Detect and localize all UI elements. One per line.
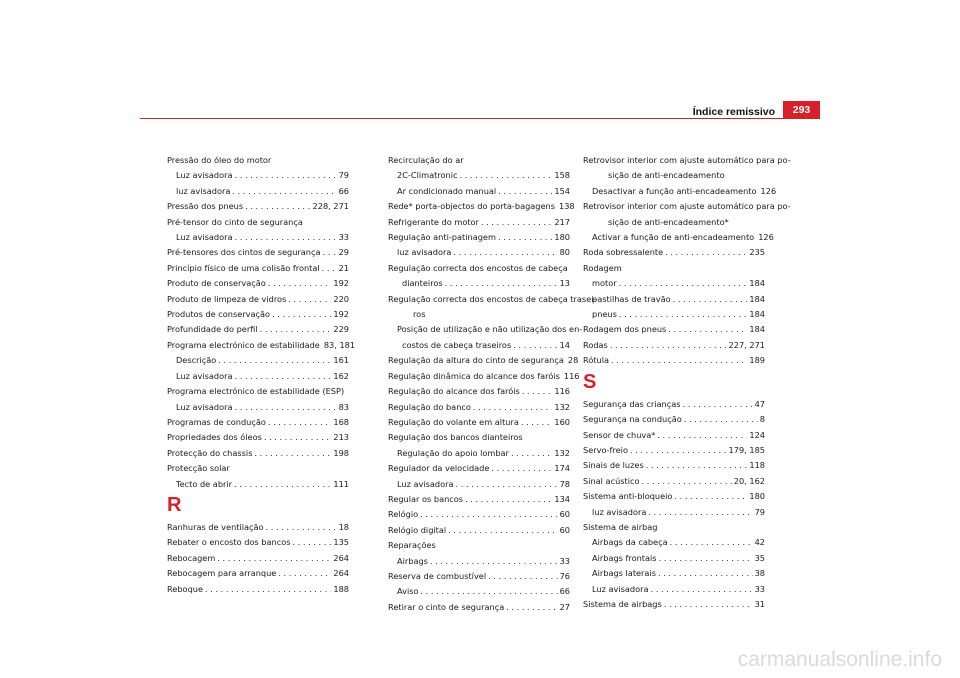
index-entry: [167, 415, 349, 430]
dot-leader: [664, 597, 753, 612]
entry-page-ref: 192: [333, 278, 349, 289]
entry-page-ref: 27: [559, 601, 570, 612]
dot-leader: [642, 474, 732, 489]
index-column-3: [583, 153, 791, 612]
entry-term: Luz avisadora: [176, 370, 233, 381]
index-entry: [388, 584, 570, 599]
index-entry: [388, 569, 570, 584]
index-entry: [583, 292, 765, 307]
entry-term: Relógio: [388, 509, 419, 520]
dot-leader: [646, 458, 748, 473]
dot-leader: [421, 584, 558, 599]
entry-page-ref: 264: [333, 568, 349, 579]
index-entry: [388, 461, 570, 476]
dot-leader: [420, 507, 557, 522]
dot-leader: [268, 415, 331, 430]
index-entry: [167, 369, 349, 384]
dot-leader: [659, 551, 753, 566]
dot-leader: [668, 322, 747, 337]
entry-page-ref: 132: [554, 447, 570, 458]
entry-page-ref: 83: [338, 401, 349, 412]
index-entry: [583, 582, 765, 597]
entry-term: Princípio físico de uma colisão frontal: [167, 262, 320, 273]
entry-page-ref: 135: [333, 537, 349, 548]
dot-leader: [235, 168, 337, 183]
dot-leader: [460, 168, 553, 183]
section-letter: S: [583, 370, 597, 393]
index-heading: Posição de utilização e não utilização dos en-: [397, 324, 583, 335]
index-heading: Retrovisor interior com ajuste automático para po-: [583, 155, 791, 165]
index-entry: [583, 276, 765, 291]
entry-term: Reboque: [167, 583, 203, 594]
dot-leader: [648, 505, 752, 520]
entry-page-ref: 228, 271: [312, 201, 349, 212]
dot-leader: [651, 582, 753, 597]
index-entry: [167, 535, 349, 550]
entry-page-ref: 220: [333, 293, 349, 304]
entry-term: dianteiros: [402, 278, 443, 289]
dot-leader: [513, 338, 557, 353]
dot-leader: [630, 443, 727, 458]
index-entry: [583, 566, 765, 581]
entry-page-ref: 78: [559, 478, 570, 489]
dot-leader: [205, 582, 331, 597]
index-entry: [388, 245, 570, 260]
index-entry: [388, 184, 570, 199]
index-entry: [583, 412, 765, 427]
dot-leader: [260, 322, 332, 337]
index-entry: [167, 230, 349, 245]
entry-term: Descrição: [176, 355, 217, 366]
index-entry: [167, 566, 349, 581]
index-entry: [388, 338, 570, 353]
entry-term: Ar condicionado manual: [397, 185, 497, 196]
dot-leader: [619, 307, 747, 322]
dot-leader: [218, 353, 331, 368]
entry-page-ref: 60: [559, 524, 570, 535]
entry-page-ref: 161: [333, 355, 349, 366]
dot-leader: [511, 446, 552, 461]
dot-leader: [683, 397, 753, 412]
entry-term: Profundidade do perfil: [167, 324, 258, 335]
entry-term: Produto de conservação: [167, 278, 266, 289]
entry-term: Refrigerante do motor: [388, 216, 479, 227]
dot-leader: [619, 276, 748, 291]
dot-leader: [658, 566, 753, 581]
index-entry: [167, 477, 349, 492]
index-entry: [388, 507, 570, 522]
index-entry: [388, 400, 570, 415]
entry-page-ref: 21: [338, 262, 349, 273]
dot-leader: [481, 215, 552, 230]
index-entry: [583, 428, 765, 443]
dot-leader: [498, 230, 552, 245]
index-heading: Regulação dos bancos dianteiros: [388, 432, 523, 443]
entry-page-ref: 160: [554, 416, 570, 427]
index-entry: [388, 199, 575, 214]
entry-term: Programa electrónico de estabilidade: [167, 339, 320, 350]
entry-term: Rebocagem para arranque: [167, 568, 277, 579]
entry-term: Retirar o cinto de segurança: [388, 601, 505, 612]
index-entry: [583, 535, 765, 550]
entry-page-ref: 168: [333, 416, 349, 427]
entry-page-ref: 29: [338, 247, 349, 258]
entry-page-ref: 116: [563, 370, 580, 381]
section-letter: R: [167, 493, 182, 516]
entry-page-ref: 126: [760, 185, 777, 196]
index-entry: [167, 322, 349, 337]
entry-page-ref: 235: [749, 247, 765, 258]
index-column-1: [167, 153, 356, 597]
entry-page-ref: 174: [554, 463, 570, 474]
entry-page-ref: 76: [559, 570, 570, 581]
entry-page-ref: 79: [338, 170, 349, 181]
index-entry: [583, 184, 777, 199]
index-entry: [388, 477, 570, 492]
dot-leader: [456, 477, 558, 492]
entry-page-ref: 134: [554, 493, 570, 504]
dot-leader: [235, 369, 332, 384]
entry-page-ref: 8: [759, 414, 765, 425]
entry-term: Protecção do chassis: [167, 447, 253, 458]
index-entry: [583, 474, 765, 489]
entry-page-ref: 227, 271: [728, 339, 765, 350]
entry-term: Tecto de abrir: [176, 478, 233, 489]
entry-term: Desactivar a função anti-encadeamento: [592, 185, 757, 196]
dot-leader: [506, 600, 557, 615]
entry-term: Luz avisadora: [397, 478, 454, 489]
dot-leader: [657, 428, 747, 443]
entry-term: Airbags: [397, 555, 428, 566]
entry-term: Regulação do banco: [388, 401, 471, 412]
entry-page-ref: 35: [754, 552, 765, 563]
dot-leader: [323, 245, 337, 260]
index-heading: Retrovisor interior com ajuste automático para po-: [583, 201, 791, 212]
index-entry: [167, 551, 349, 566]
dot-leader: [610, 338, 727, 353]
index-entry: [388, 492, 570, 507]
dot-leader: [245, 199, 310, 214]
entry-term: Reserva de combustível: [388, 570, 487, 581]
entry-page-ref: 66: [338, 185, 349, 196]
entry-page-ref: 14: [559, 339, 570, 350]
entry-term: Luz avisadora: [176, 232, 233, 243]
entry-page-ref: 28: [567, 355, 579, 366]
page-number: 293: [783, 101, 820, 119]
entry-page-ref: 38: [754, 568, 765, 579]
dot-leader: [453, 245, 557, 260]
index-entry: [388, 230, 570, 245]
dot-leader: [448, 523, 557, 538]
index-entry: [388, 600, 570, 615]
index-entry: [583, 338, 765, 353]
entry-page-ref: 184: [749, 309, 765, 320]
index-entry: [388, 369, 580, 384]
entry-page-ref: 83, 181: [323, 339, 356, 350]
dot-leader: [611, 353, 747, 368]
entry-term: pneus: [592, 309, 617, 320]
entry-page-ref: 138: [558, 201, 575, 212]
index-entry: [583, 458, 765, 473]
dot-leader: [673, 292, 748, 307]
entry-term: Regulação anti-patinagem: [388, 232, 496, 243]
entry-page-ref: 198: [333, 447, 349, 458]
entry-term: 2C-Climatronic: [397, 170, 458, 181]
index-heading: Recirculação do ar: [388, 155, 464, 165]
dot-leader: [498, 184, 552, 199]
dot-leader: [521, 415, 553, 430]
entry-page-ref: 213: [333, 432, 349, 443]
entry-page-ref: 180: [749, 491, 765, 502]
index-heading: sição de anti-encadeamento: [608, 170, 725, 181]
index-entry: [167, 582, 349, 597]
entry-term: Produto de limpeza de vidros: [167, 293, 287, 304]
dot-leader: [670, 535, 753, 550]
entry-term: Rótula: [583, 355, 610, 366]
entry-page-ref: 264: [333, 552, 349, 563]
dot-leader: [473, 400, 552, 415]
entry-term: Regulador da velocidade: [388, 463, 490, 474]
dot-leader: [292, 535, 331, 550]
entry-term: Sensor de chuva*: [583, 429, 656, 440]
index-entry: [583, 551, 765, 566]
entry-term: luz avisadora: [592, 506, 647, 517]
entry-term: Rodagem dos pneus: [583, 324, 667, 335]
index-heading: Protecção solar: [167, 463, 230, 474]
entry-page-ref: 66: [559, 586, 570, 597]
entry-page-ref: 33: [338, 232, 349, 243]
entry-page-ref: 154: [554, 185, 570, 196]
index-entry: [167, 292, 349, 307]
dot-leader: [322, 261, 337, 276]
entry-term: Roda sobressalente: [583, 247, 664, 258]
page-header-title: Índice remissivo: [692, 106, 775, 118]
index-entry: [583, 307, 765, 322]
dot-leader: [266, 520, 337, 535]
entry-term: Activar a função de anti-encadeamento: [592, 232, 755, 243]
index-entry: [388, 215, 570, 230]
index-entry: [167, 446, 349, 461]
entry-page-ref: 33: [559, 555, 570, 566]
entry-term: Ranhuras de ventilação: [167, 521, 264, 532]
entry-term: Sinais de luzes: [583, 460, 644, 471]
index-heading: Regulação correcta dos encostos de cabeça trasei-: [388, 293, 597, 304]
entry-term: Sistema de airbags: [583, 598, 662, 609]
dot-leader: [268, 276, 332, 291]
entry-term: motor: [592, 278, 617, 289]
index-entry: [583, 230, 774, 245]
dot-leader: [264, 430, 332, 445]
index-entry: [167, 400, 349, 415]
entry-page-ref: 111: [333, 478, 349, 489]
index-entry: [167, 184, 349, 199]
entry-term: Airbags da cabeça: [592, 537, 668, 548]
entry-term: Luz avisadora: [176, 401, 233, 412]
index-entry: [167, 261, 349, 276]
dot-leader: [232, 184, 336, 199]
index-heading: Pré-tensor do cinto de segurança: [167, 216, 303, 227]
entry-term: Rebocagem: [167, 552, 216, 563]
index-entry: [583, 245, 765, 260]
index-entry: [167, 307, 349, 322]
entry-term: Rebater o encosto dos bancos: [167, 537, 291, 548]
entry-term: Segurança na condução: [583, 414, 682, 425]
entry-term: Relógio digital: [388, 524, 447, 535]
entry-page-ref: 42: [754, 537, 765, 548]
dot-leader: [254, 446, 331, 461]
entry-term: Sistema anti-bloqueio: [583, 491, 673, 502]
entry-page-ref: 79: [754, 506, 765, 517]
dot-leader: [522, 384, 553, 399]
entry-term: luz avisadora: [176, 185, 231, 196]
index-entry: [167, 199, 349, 214]
index-entry: [583, 489, 765, 504]
entry-page-ref: 217: [554, 216, 570, 227]
index-entry: [388, 415, 570, 430]
index-heading: Rodagem: [583, 262, 622, 273]
entry-term: Regulação do apoio lombar: [397, 447, 509, 458]
entry-term: Aviso: [397, 586, 419, 597]
entry-page-ref: 229: [333, 324, 349, 335]
dot-leader: [288, 292, 331, 307]
index-heading: sição de anti-encadeamento*: [608, 216, 729, 227]
entry-term: Programas de condução: [167, 416, 266, 427]
entry-page-ref: 180: [554, 232, 570, 243]
entry-term: Regulação do volante em altura: [388, 416, 519, 427]
dot-leader: [488, 569, 557, 584]
entry-page-ref: 18: [338, 521, 349, 532]
entry-term: costos de cabeça traseiros: [402, 339, 512, 350]
index-entry: [167, 430, 349, 445]
index-entry: [388, 523, 570, 538]
entry-page-ref: 31: [754, 598, 765, 609]
dot-leader: [684, 412, 758, 427]
watermark: carmanualsonline.info: [737, 648, 942, 671]
entry-page-ref: 80: [559, 247, 570, 258]
entry-page-ref: 158: [554, 170, 570, 181]
dot-leader: [217, 551, 331, 566]
index-entry: [167, 338, 356, 353]
index-entry: [388, 168, 570, 183]
dot-leader: [674, 489, 747, 504]
index-entry: [167, 353, 349, 368]
index-entry: [388, 446, 570, 461]
index-heading: Regulação correcta dos encostos de cabeça: [388, 262, 568, 273]
index-entry: [167, 245, 349, 260]
index-heading: Pressão do óleo do motor: [167, 155, 272, 165]
entry-term: Rodas: [583, 339, 608, 350]
entry-term: Regulação dinâmica do alcance dos faróis: [388, 370, 560, 381]
dot-leader: [272, 307, 331, 322]
entry-term: Regulação da altura do cinto de segurança: [388, 355, 564, 366]
index-entry: [583, 322, 765, 337]
entry-page-ref: 126: [758, 232, 774, 243]
index-entry: [388, 276, 570, 291]
index-entry: [583, 353, 765, 368]
entry-page-ref: 118: [749, 460, 765, 471]
index-entry: [167, 520, 349, 535]
index-entry: [583, 397, 765, 412]
dot-leader: [665, 245, 747, 260]
entry-page-ref: 116: [554, 386, 570, 397]
dot-leader: [235, 400, 337, 415]
entry-term: pastilhas de travão: [592, 293, 671, 304]
entry-page-ref: 60: [559, 509, 570, 520]
entry-term: Regulação do alcance dos faróis: [388, 386, 520, 397]
index-heading: Programa electrónico de estabilidade (ESP): [167, 386, 345, 397]
entry-page-ref: 188: [333, 583, 349, 594]
entry-term: Propriedades dos óleos: [167, 432, 262, 443]
entry-term: Rede* porta-objectos do porta-bagagens: [388, 201, 555, 212]
entry-page-ref: 162: [333, 370, 349, 381]
entry-page-ref: 124: [749, 429, 765, 440]
index-entry: [388, 384, 570, 399]
index-entry: [388, 554, 570, 569]
entry-term: Regular os bancos: [388, 493, 464, 504]
entry-term: Luz avisadora: [592, 583, 649, 594]
dot-leader: [491, 461, 552, 476]
entry-page-ref: 20, 162: [733, 475, 765, 486]
entry-term: Produtos de conservação: [167, 309, 271, 320]
entry-page-ref: 192: [333, 309, 349, 320]
entry-page-ref: 47: [754, 398, 765, 409]
entry-page-ref: 184: [749, 324, 765, 335]
index-heading: Sistema de airbag: [583, 521, 658, 532]
dot-leader: [234, 477, 331, 492]
index-entry: [583, 597, 765, 612]
entry-page-ref: 189: [749, 355, 765, 366]
dot-leader: [278, 566, 331, 581]
header-rule: [140, 118, 820, 119]
index-entry: [583, 443, 765, 458]
dot-leader: [430, 554, 558, 569]
entry-term: Servo-freio: [583, 444, 628, 455]
entry-page-ref: 184: [749, 278, 765, 289]
index-entry: [388, 353, 579, 368]
entry-term: luz avisadora: [397, 247, 452, 258]
entry-term: Pressão dos pneus: [167, 201, 244, 212]
entry-term: Airbags laterais: [592, 568, 656, 579]
entry-page-ref: 13: [559, 278, 570, 289]
index-heading: Reparações: [388, 540, 436, 551]
entry-term: Sinal acústico: [583, 475, 640, 486]
dot-leader: [445, 276, 558, 291]
dot-leader: [235, 230, 337, 245]
dot-leader: [465, 492, 552, 507]
entry-term: Airbags frontais: [592, 552, 657, 563]
entry-term: Luz avisadora: [176, 170, 233, 181]
entry-page-ref: 132: [554, 401, 570, 412]
index-entry: [167, 168, 349, 183]
entry-page-ref: 33: [754, 583, 765, 594]
index-entry: [583, 505, 765, 520]
entry-term: Pré-tensores dos cintos de segurança: [167, 247, 321, 258]
index-heading: ros: [413, 309, 426, 320]
entry-page-ref: 184: [749, 293, 765, 304]
entry-page-ref: 179, 185: [728, 444, 765, 455]
entry-term: Segurança das crianças: [583, 398, 681, 409]
index-entry: [167, 276, 349, 291]
